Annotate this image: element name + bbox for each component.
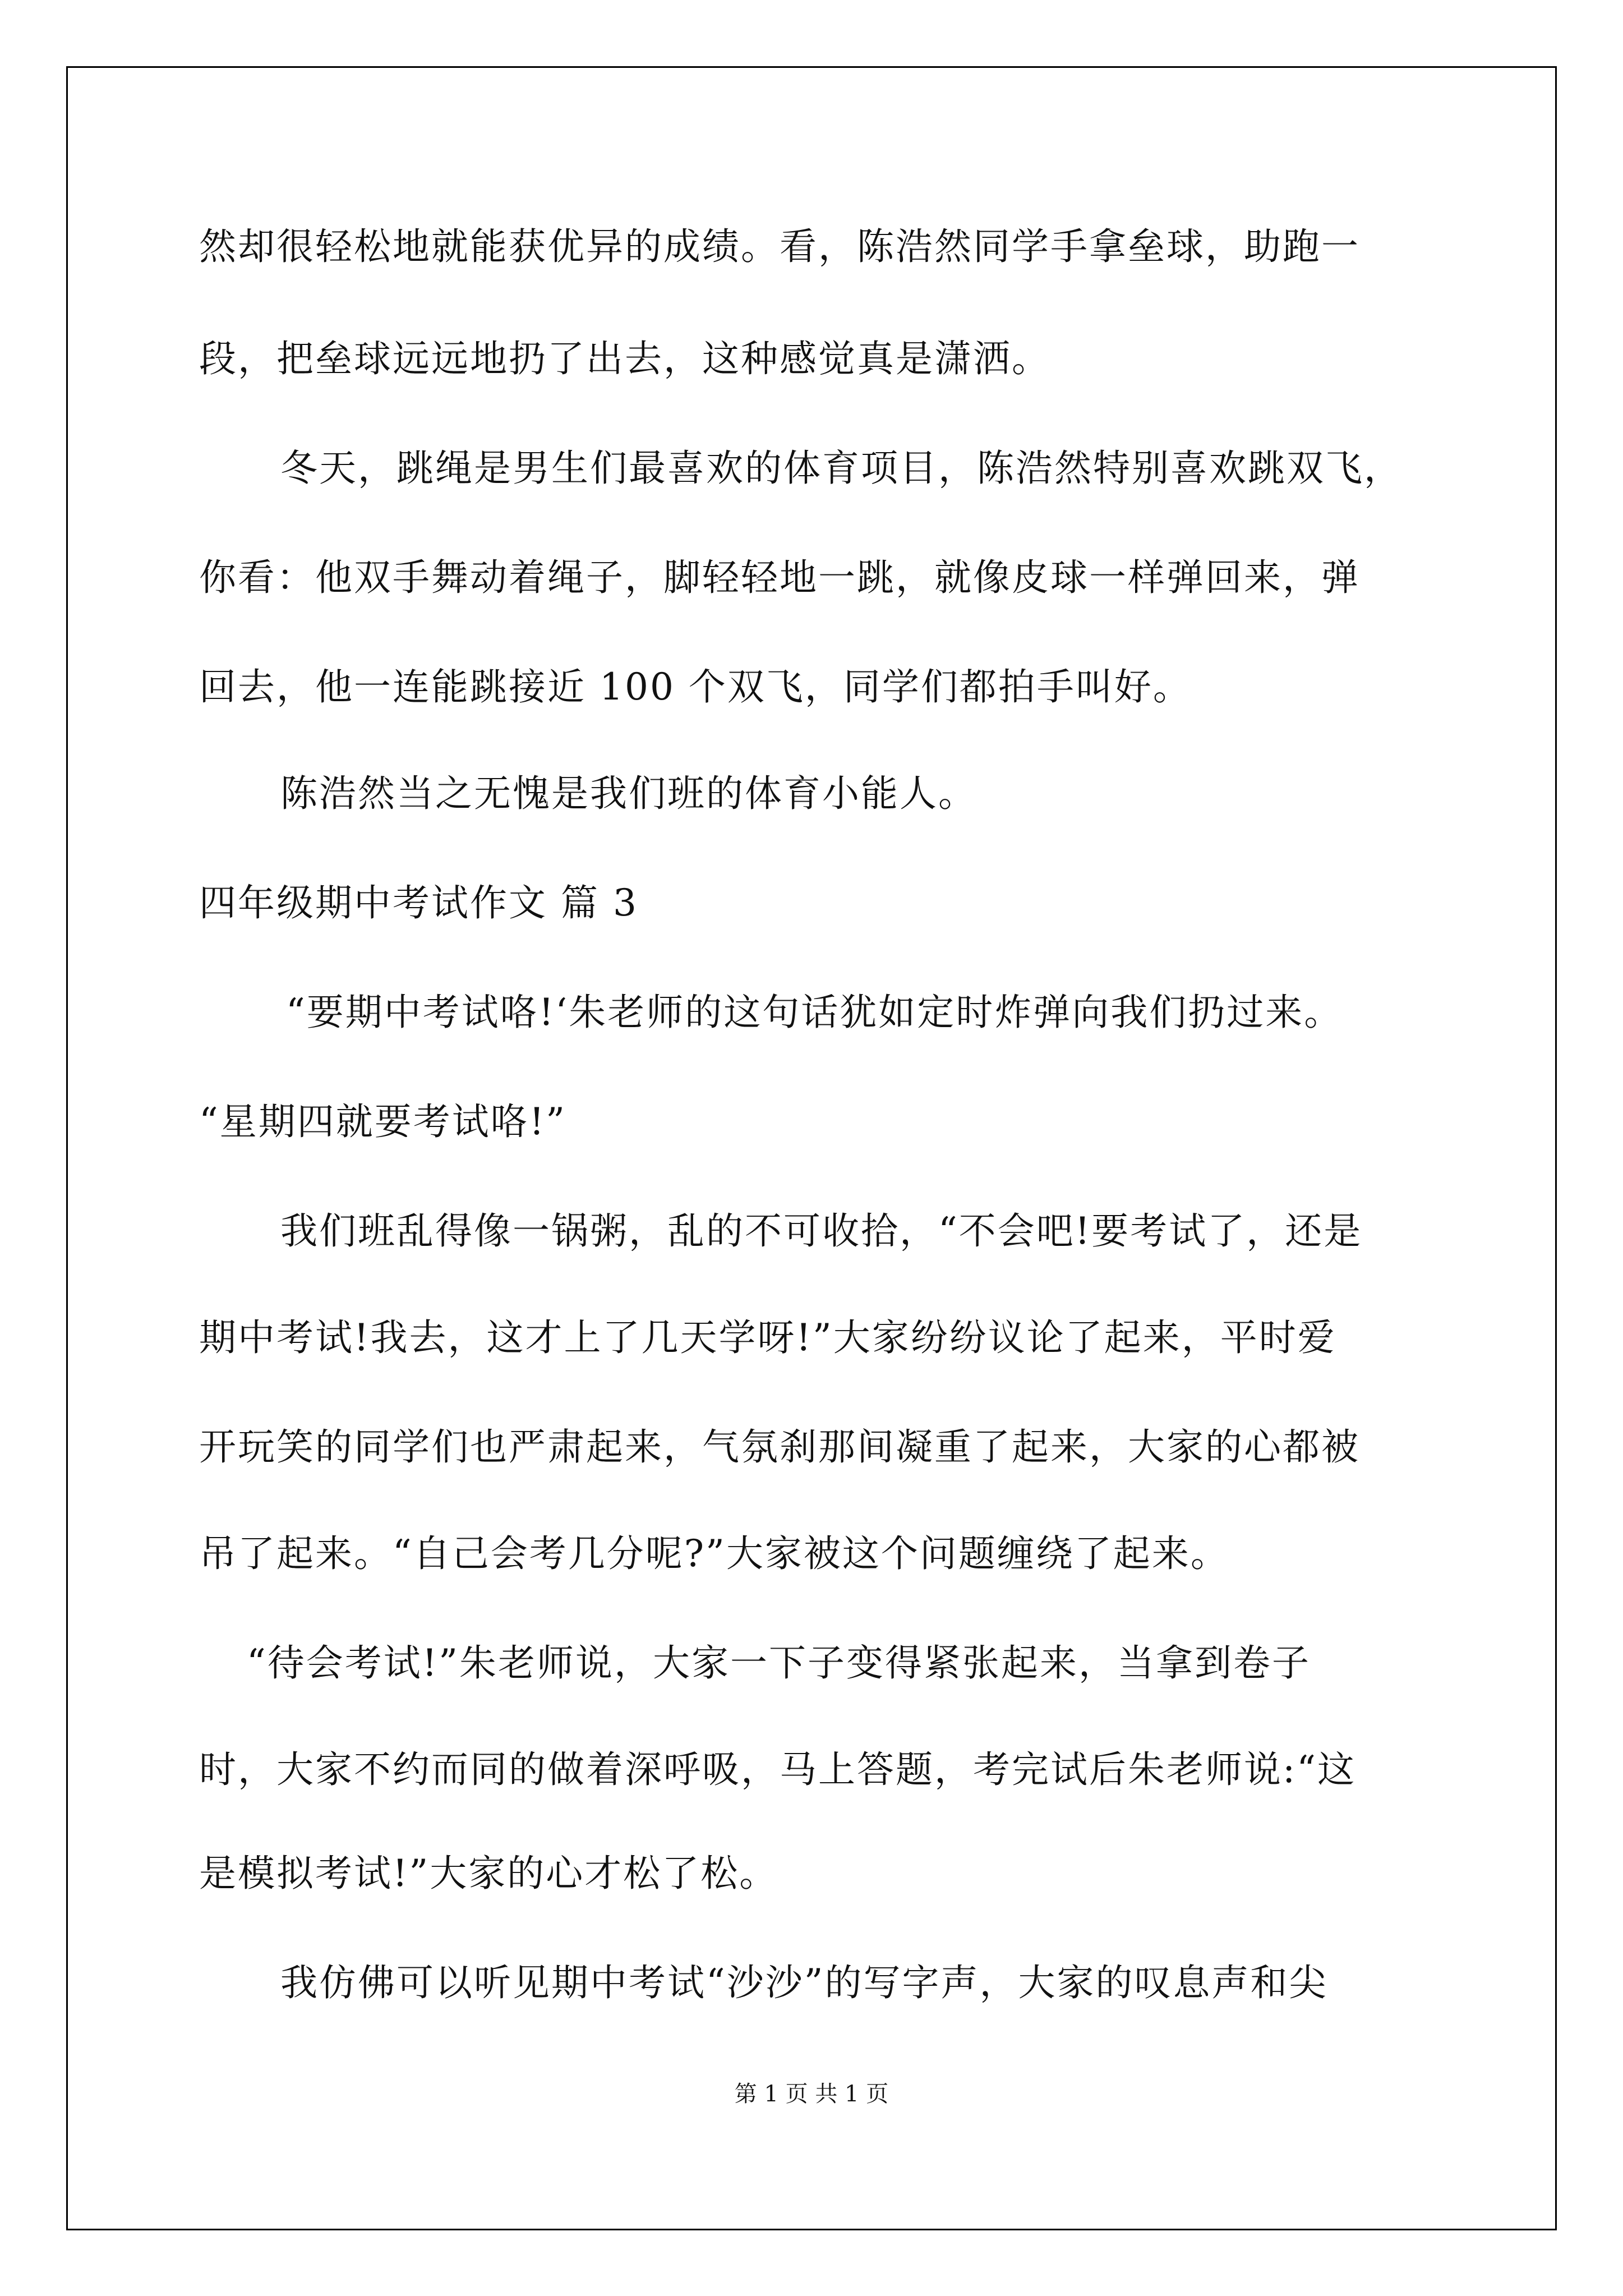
text-line: 然却很轻松地就能获优异的成绩。看，陈浩然同学手拿垒球，助跑一 [199, 225, 1360, 268]
text-line: 开玩笑的同学们也严肃起来，气氛刹那间凝重了起来，大家的心都被 [199, 1425, 1360, 1469]
text-line: 我们班乱得像一锅粥，乱的不可收拾，“不会吧!要考试了，还是 [280, 1209, 1363, 1253]
text-line: 我仿佛可以听见期中考试“沙沙”的写字声，大家的叹息声和尖 [280, 1961, 1328, 2004]
text-line: 吊了起来。“自己会考几分呢?”大家被这个问题缠绕了起来。 [199, 1532, 1229, 1575]
text-line: “要期中考试咯!‘朱老师的这句话犹如定时炸弹向我们扔过来。 [286, 991, 1343, 1034]
text-line: “星期四就要考试咯!” [199, 1100, 567, 1143]
text-line: 时，大家不约而同的做着深呼吸，马上答题，考完试后朱老师说:“这 [199, 1748, 1356, 1791]
text-line: 你看：他双手舞动着绳子，脚轻轻地一跳，就像皮球一样弹回来，弹 [199, 556, 1360, 599]
text-line: 冬天，跳绳是男生们最喜欢的体育项目，陈浩然特别喜欢跳双飞， [280, 447, 1403, 490]
page-border [66, 66, 1557, 2230]
page-footer: 第 1 页 共 1 页 [734, 2081, 889, 2107]
text-line: “待会考试!”朱老师说，大家一下子变得紧张起来，当拿到卷子 [247, 1641, 1311, 1685]
section-heading: 四年级期中考试作文 篇 3 [199, 881, 638, 924]
text-line: 陈浩然当之无愧是我们班的体育小能人。 [280, 772, 977, 815]
text-line: 是模拟考试!”大家的心才松了松。 [199, 1852, 778, 1895]
text-line: 期中考试!我去，这才上了几天学呀!”大家纷纷议论了起来，平时爱 [199, 1316, 1336, 1359]
text-line: 回去，他一连能跳接近 100 个双飞，同学们都拍手叫好。 [199, 665, 1192, 708]
text-line: 段，把垒球远远地扔了出去，这种感觉真是潇洒。 [199, 337, 1050, 380]
